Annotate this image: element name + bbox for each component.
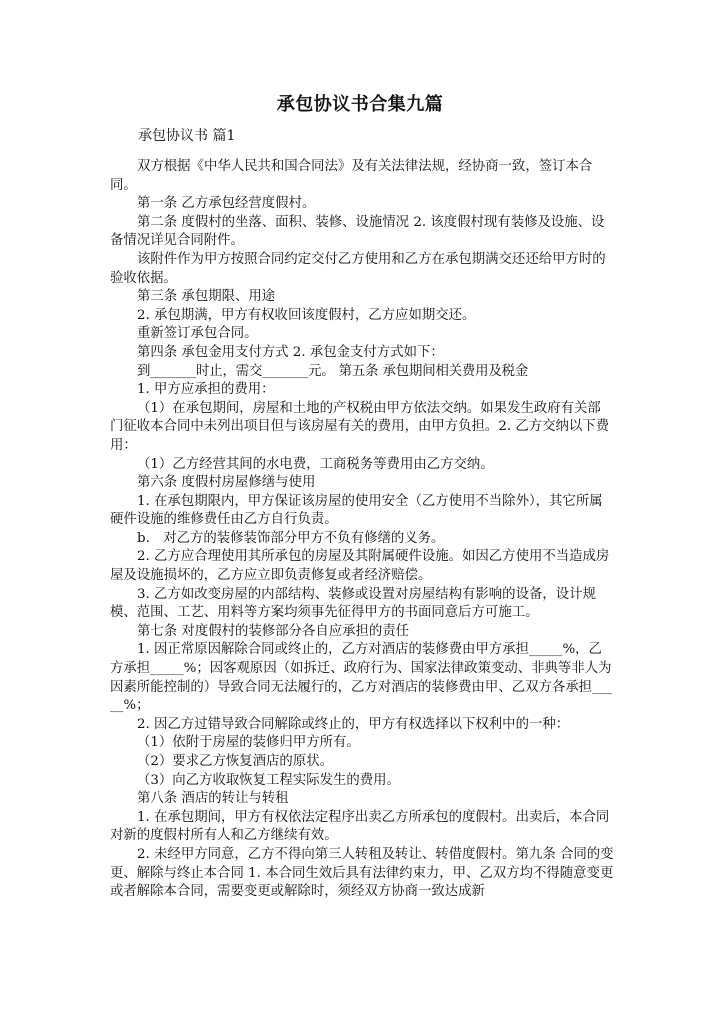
- paragraph: （1）乙方经营其间的水电费，工商税务等费用由乙方交纳。: [137, 456, 494, 472]
- paragraph: 第四条 承包金用支付方式 2. 承包金支付方式如下：: [137, 344, 444, 360]
- paragraph: （1）在承包期间，房屋和土地的产权税由甲方依法交纳。如果发生政府有关部门征收本合同中未列出项目但与该房屋有关的费用，由甲方负担。2. 乙方交纳以下费用：: [110, 400, 610, 453]
- paragraph: 第八条 酒店的转让与转租: [137, 791, 289, 807]
- paragraph: 双方根据《中华人民共和国合同法》及有关法律法规，经协商一致，签订本合同。: [110, 159, 593, 193]
- paragraph: 第六条 度假村房屋修缮与使用: [137, 475, 316, 491]
- paragraph: （3）向乙方收取恢复工程实际发生的费用。: [137, 772, 400, 788]
- document-subtitle: 承包协议书 篇1: [138, 128, 236, 144]
- paragraph: 2. 因乙方过错导致合同解除或终止的，甲方有权选择以下权利中的一种：: [137, 716, 570, 732]
- paragraph: （1）依附于房屋的装修归甲方所有。: [137, 735, 360, 751]
- document-body: [110, 158, 614, 902]
- paragraph: 1. 因正常原因解除合同或终止的，乙方对酒店的装修费由甲方承担_____%，乙方承担_____%；因客观原因（如拆迁、政府行为、国家法律政策变动、非典等非人为因素所能控制的）导致合同无法履行的，乙方对酒店的装修费由甲、乙双方各承担_____%；: [110, 642, 613, 714]
- paragraph: 重新签订承包合同。: [137, 326, 258, 342]
- paragraph: 1. 在承包期间，甲方有权依法定程序出卖乙方所承包的度假村。出卖后，本合同对新的度假村所有人和乙方继续有效。: [110, 809, 610, 844]
- paragraph: 该附件作为甲方按照合同约定交付乙方使用和乙方在承包期满交还还给甲方时的验收依据。: [110, 251, 606, 286]
- paragraph: 第一条 乙方承包经营度假村。: [137, 196, 316, 212]
- paragraph: 2. 未经甲方同意，乙方不得向第三人转租及转让、转借度假村。第九条 合同的变更、解除与终止本合同 1. 本合同生效后具有法律约束力，甲、乙双方均不得随意变更或者解除本合同，需要变更或解除时，须经双方协商一致达成新: [110, 846, 614, 900]
- paragraph: 第二条 度假村的坐落、面积、装修、设施情况 2. 该度假村现有装修及设施、设备情况详见合同附件。: [110, 214, 605, 249]
- document-title: 承包协议书合集九篇: [276, 94, 444, 115]
- paragraph: 第七条 对度假村的装修部分各自应承担的责任: [137, 623, 410, 639]
- paragraph: 2. 承包期满，甲方有权收回该度假村，乙方应如期交还。: [137, 307, 476, 323]
- paragraph: （2）要求乙方恢复酒店的原状。: [137, 754, 333, 769]
- paragraph: 1. 在承包期限内，甲方保证该房屋的使用安全（乙方使用不当除外），其它所属硬件设施的维修费任由乙方自行负责。: [110, 493, 603, 528]
- paragraph: 3. 乙方如改变房屋的内部结构、装修或设置对房屋结构有影响的设备，设计规模、范围、工艺、用料等方案均须事先征得甲方的书面同意后方可施工。: [110, 586, 596, 621]
- paragraph: 1. 甲方应承担的费用：: [137, 382, 275, 398]
- paragraph: 到_______时止，需交_______元。 第五条 承包期间相关费用及税金: [137, 363, 529, 379]
- paragraph: 第三条 承包期限、用途: [137, 289, 276, 305]
- paragraph: 2. 乙方应合理使用其所承包的房屋及其附属硬件设施。如因乙方使用不当造成房屋及设施损坏的，乙方应立即负责修复或者经济赔偿。: [110, 549, 610, 584]
- paragraph: b. 对乙方的装修装饰部分甲方不负有修缮的义务。: [137, 530, 445, 546]
